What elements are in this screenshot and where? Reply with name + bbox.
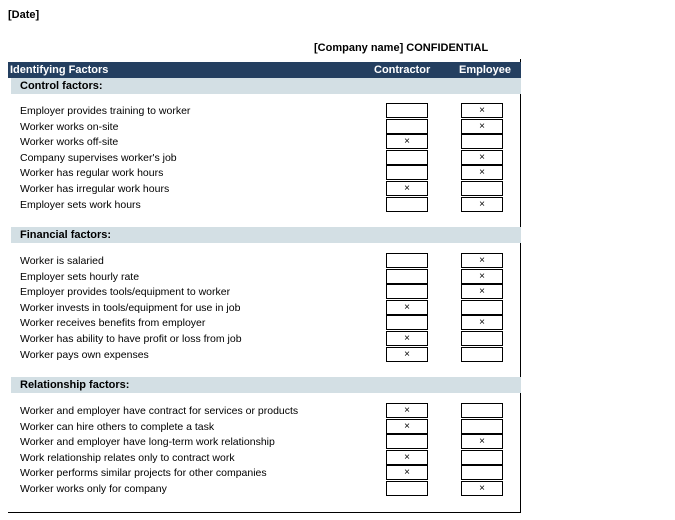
factor-row xyxy=(8,253,521,269)
factor-label: Employer sets work hours xyxy=(20,198,141,211)
factor-row xyxy=(8,103,521,119)
employee-checkbox[interactable] xyxy=(461,465,503,480)
date-placeholder: [Date] xyxy=(8,9,40,21)
factor-row xyxy=(8,434,521,450)
header-contractor: Contractor xyxy=(374,64,431,76)
factor-row xyxy=(8,181,521,197)
contractor-checkbox[interactable]: × xyxy=(386,300,428,315)
employee-checkbox[interactable]: × xyxy=(461,103,503,118)
contractor-checkbox[interactable]: × xyxy=(386,450,428,465)
contractor-checkbox[interactable]: × xyxy=(386,181,428,196)
employee-checkbox[interactable]: × xyxy=(461,284,503,299)
table-header xyxy=(8,62,521,78)
contractor-checkbox[interactable]: × xyxy=(386,465,428,480)
employee-checkbox[interactable]: × xyxy=(461,315,503,330)
factor-label: Worker has irregular work hours xyxy=(20,183,170,195)
factor-label: Worker performs similar projects for other companies xyxy=(20,467,267,480)
employee-checkbox[interactable]: × xyxy=(461,481,503,496)
employee-checkbox[interactable] xyxy=(461,403,503,418)
factor-row xyxy=(8,134,521,150)
employee-checkbox[interactable]: × xyxy=(461,434,503,449)
factor-row xyxy=(8,284,521,300)
factor-label: Worker invests in tools/equipment for use in job xyxy=(20,301,241,314)
contractor-checkbox[interactable] xyxy=(386,253,428,268)
factor-row xyxy=(8,481,521,497)
factor-label: Worker is salaried xyxy=(20,255,104,267)
factor-row xyxy=(8,347,521,363)
employee-checkbox[interactable] xyxy=(461,181,503,196)
factor-label: Employer provides tools/equipment to worker xyxy=(20,286,231,299)
factor-label: Worker can hire others to complete a task xyxy=(20,420,215,433)
contractor-checkbox[interactable] xyxy=(386,434,428,449)
section-title xyxy=(11,227,521,243)
contractor-checkbox[interactable] xyxy=(386,197,428,212)
factor-row xyxy=(8,450,521,466)
section-title xyxy=(11,78,521,94)
contractor-checkbox[interactable]: × xyxy=(386,134,428,149)
contractor-checkbox[interactable] xyxy=(386,481,428,496)
factor-row xyxy=(8,403,521,419)
factor-row xyxy=(8,165,521,181)
employee-checkbox[interactable]: × xyxy=(461,253,503,268)
contractor-checkbox[interactable] xyxy=(386,284,428,299)
employee-checkbox[interactable] xyxy=(461,419,503,434)
factor-label: Worker and employer have long-term work relationship xyxy=(20,436,275,449)
factor-label: Company supervises worker's job xyxy=(20,151,177,164)
factor-label: Worker pays own expenses xyxy=(20,348,149,361)
contractor-checkbox[interactable] xyxy=(386,165,428,180)
factor-label: Worker works only for company xyxy=(20,483,167,495)
contractor-checkbox[interactable] xyxy=(386,269,428,284)
contractor-checkbox[interactable] xyxy=(386,103,428,118)
employee-checkbox[interactable]: × xyxy=(461,165,503,180)
contractor-checkbox[interactable]: × xyxy=(386,403,428,418)
contractor-checkbox[interactable]: × xyxy=(386,331,428,346)
contractor-checkbox[interactable] xyxy=(386,119,428,134)
contractor-checkbox[interactable] xyxy=(386,150,428,165)
contractor-checkbox[interactable] xyxy=(386,315,428,330)
header-identifying-factors: Identifying Factors xyxy=(10,64,109,76)
factor-row xyxy=(8,419,521,435)
employee-checkbox[interactable]: × xyxy=(461,119,503,134)
employee-checkbox[interactable]: × xyxy=(461,150,503,165)
identifying-factors-form xyxy=(8,59,521,513)
factor-row xyxy=(8,300,521,316)
factor-label: Worker works off-site xyxy=(20,136,119,149)
section-title-text: Relationship factors: xyxy=(20,379,130,391)
factor-label: Worker works on-site xyxy=(20,120,119,133)
factor-label: Worker has ability to have profit or loss from job xyxy=(20,333,242,345)
section-title-text: Financial factors: xyxy=(20,229,112,241)
section-title xyxy=(11,377,521,393)
employee-checkbox[interactable]: × xyxy=(461,197,503,212)
employee-checkbox[interactable] xyxy=(461,450,503,465)
header-employee: Employee xyxy=(459,64,511,76)
factor-label: Worker has regular work hours xyxy=(20,167,164,180)
company-confidential-line: [Company name] CONFIDENTIAL xyxy=(314,42,489,54)
factor-row xyxy=(8,119,521,135)
factor-row xyxy=(8,331,521,347)
factor-row xyxy=(8,465,521,481)
employee-checkbox[interactable]: × xyxy=(461,269,503,284)
employee-checkbox[interactable] xyxy=(461,300,503,315)
factor-row xyxy=(8,197,521,213)
factor-label: Worker and employer have contract for services or products xyxy=(20,405,299,417)
factor-row xyxy=(8,150,521,166)
employee-checkbox[interactable] xyxy=(461,331,503,346)
factor-row xyxy=(8,269,521,285)
contractor-checkbox[interactable]: × xyxy=(386,347,428,362)
section-title-text: Control factors: xyxy=(20,80,103,92)
factor-label: Employer provides training to worker xyxy=(20,105,191,117)
factor-label: Worker receives benefits from employer xyxy=(20,317,206,330)
factor-label: Work relationship relates only to contract work xyxy=(20,451,235,464)
employee-checkbox[interactable] xyxy=(461,347,503,362)
factor-row xyxy=(8,315,521,331)
contractor-checkbox[interactable]: × xyxy=(386,419,428,434)
factor-label: Employer sets hourly rate xyxy=(20,270,140,283)
employee-checkbox[interactable] xyxy=(461,134,503,149)
